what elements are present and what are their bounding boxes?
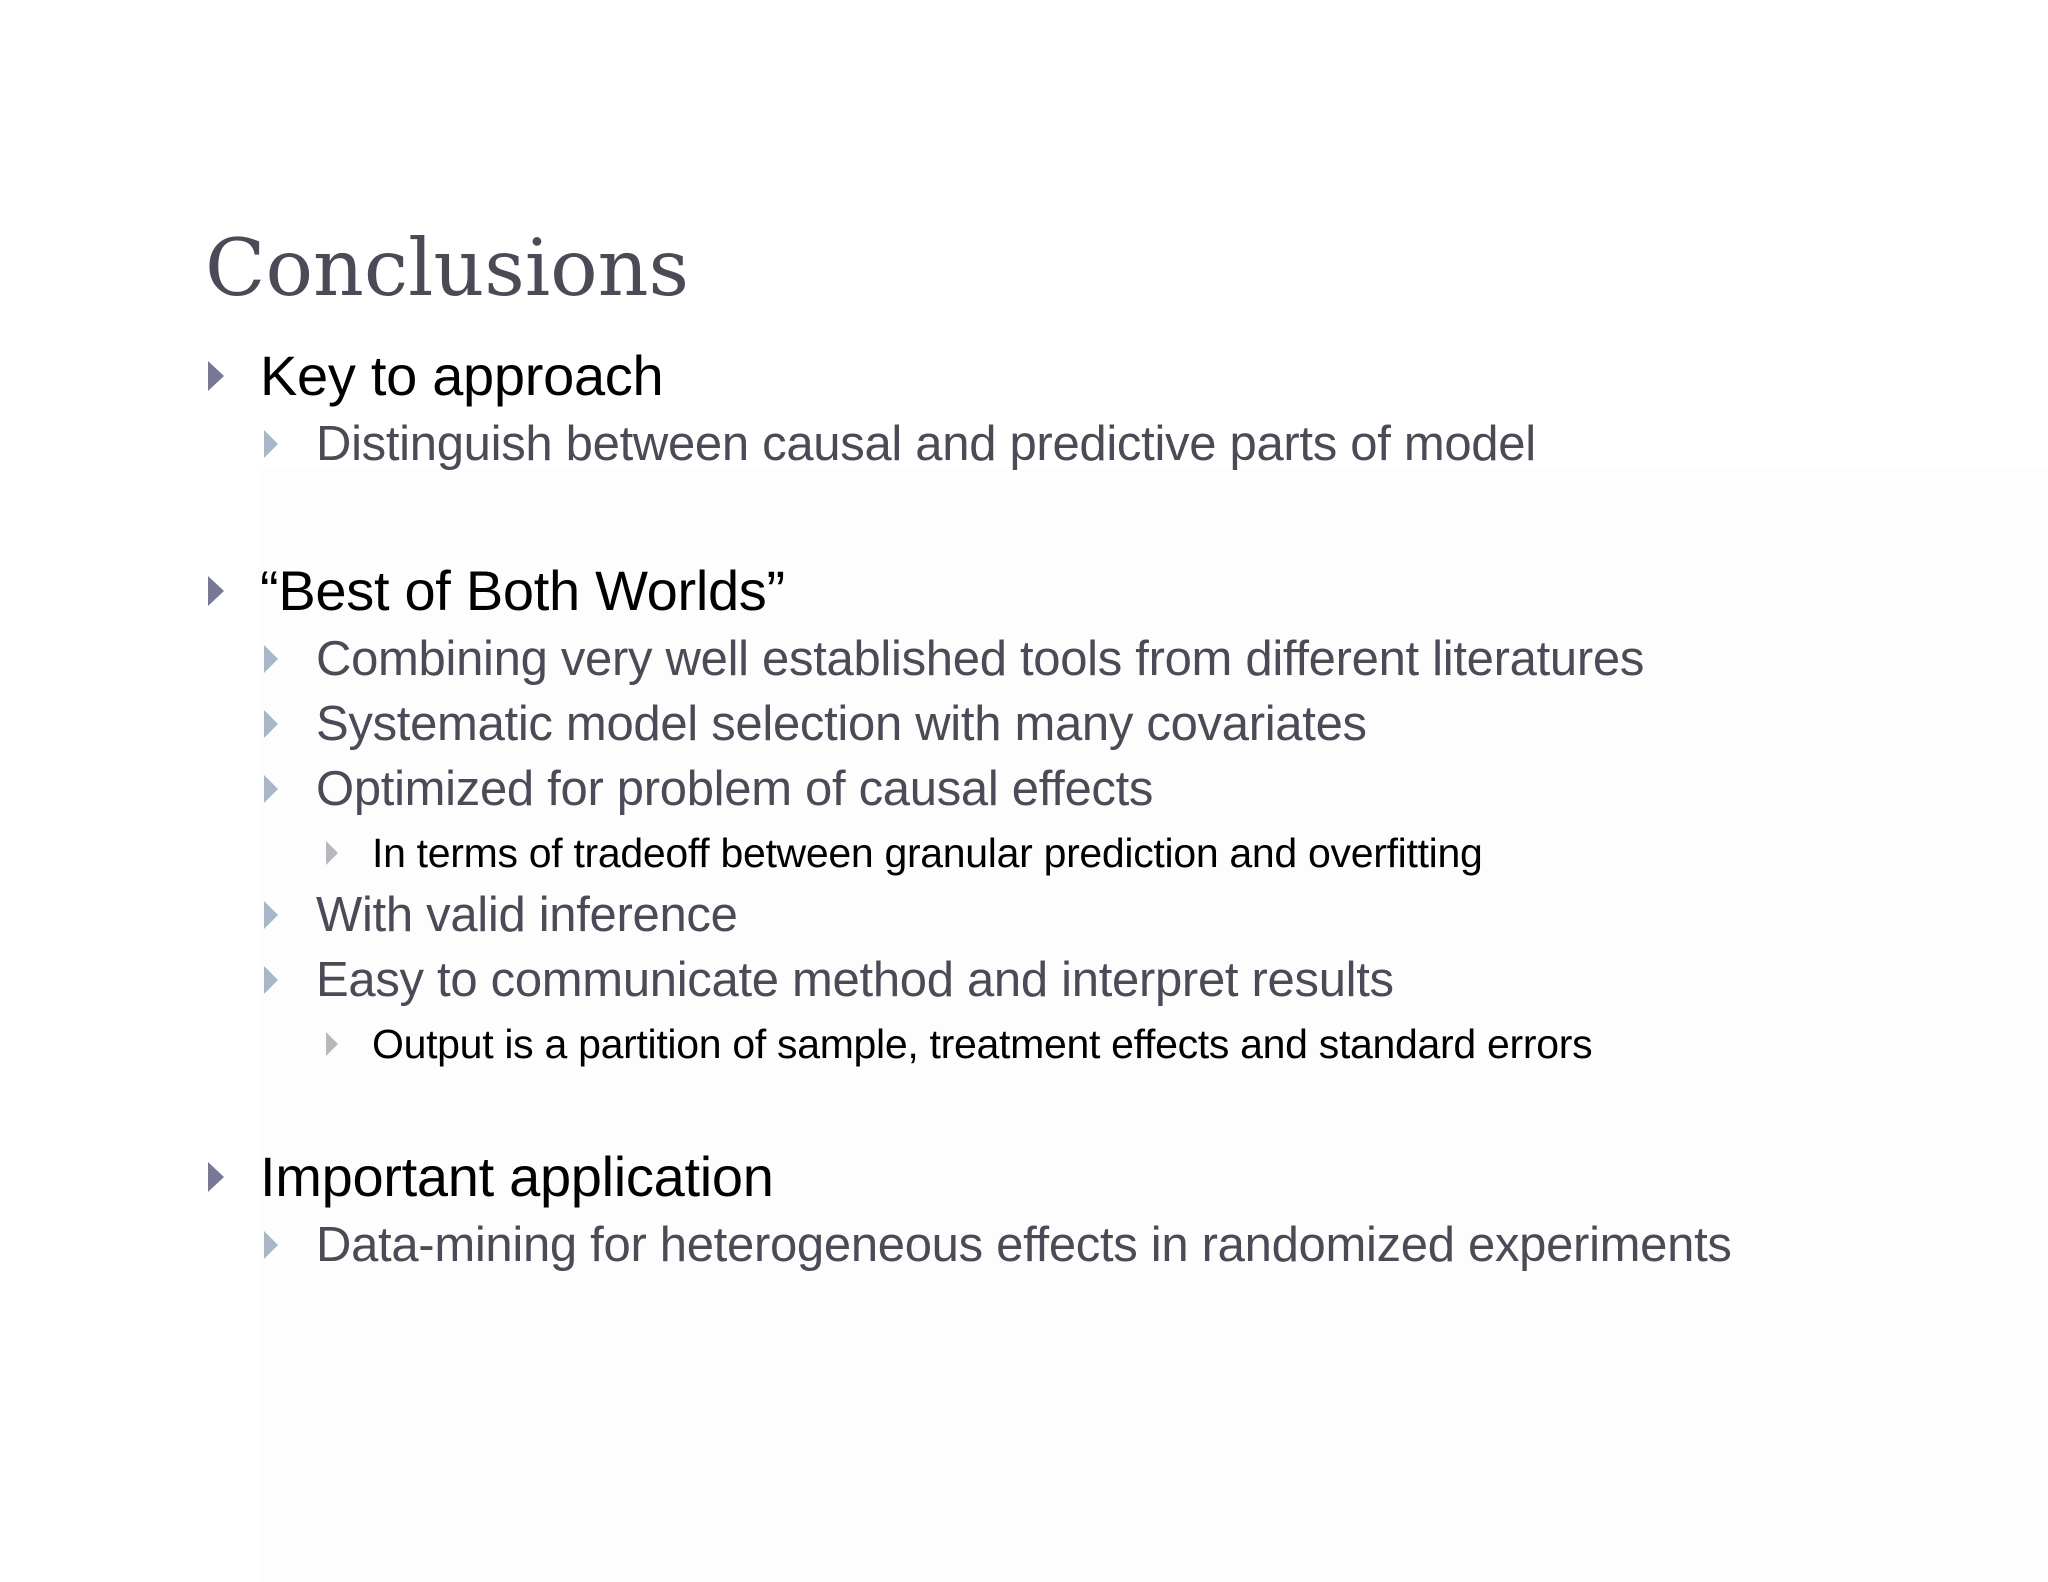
triangle-bullet-icon: [264, 645, 278, 673]
triangle-bullet-icon: [208, 576, 224, 606]
bullet-text: “Best of Both Worlds”: [260, 559, 785, 622]
bullet-text: Key to approach: [260, 344, 664, 407]
bullet-text: Data-mining for heterogeneous effects in randomized experiments: [316, 1218, 1732, 1272]
triangle-bullet-icon: [264, 430, 278, 458]
triangle-bullet-icon: [264, 901, 278, 929]
triangle-bullet-icon: [264, 775, 278, 803]
slide-title: Conclusions: [205, 222, 690, 314]
bullet-text: With valid inference: [316, 888, 738, 942]
triangle-bullet-icon: [326, 841, 338, 865]
bullet-text: Systematic model selection with many covariates: [316, 697, 1367, 751]
bullet-text: Output is a partition of sample, treatment effects and standard errors: [372, 1021, 1593, 1067]
triangle-bullet-icon: [208, 1162, 224, 1192]
bullet-text: Optimized for problem of causal effects: [316, 762, 1154, 816]
bullet-text: Easy to communicate method and interpret results: [316, 953, 1394, 1007]
triangle-bullet-icon: [208, 361, 224, 391]
bullet-text: Distinguish between causal and predictive parts of model: [316, 417, 1536, 471]
triangle-bullet-icon: [326, 1032, 338, 1056]
bullet-text: Important application: [260, 1145, 774, 1208]
bullet-text: In terms of tradeoff between granular prediction and overfitting: [372, 830, 1483, 876]
triangle-bullet-icon: [264, 1231, 278, 1259]
triangle-bullet-icon: [264, 710, 278, 738]
bullet-text: Combining very well established tools from different literatures: [316, 632, 1645, 686]
triangle-bullet-icon: [264, 966, 278, 994]
